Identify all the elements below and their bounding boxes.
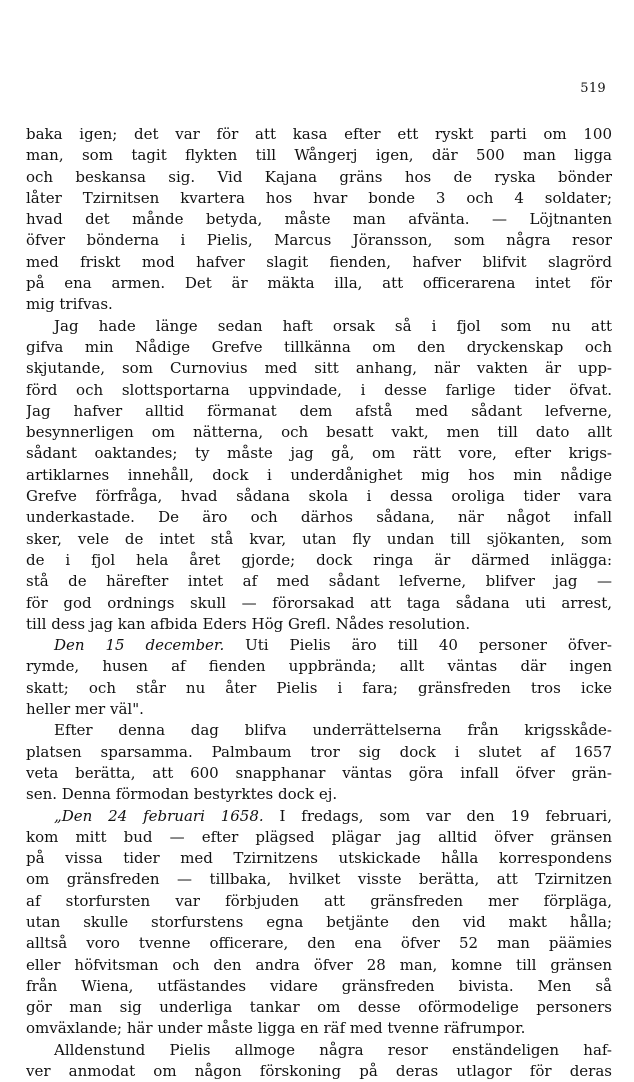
text-line: besynnerligen om nätterna, och besatt vakt, men till dato allt — [26, 423, 612, 442]
text-line: platsen sparsamma. Palmbaum tror sig dock i slutet af 1657 — [26, 742, 612, 761]
text-line: artiklarnes innehåll, dock i underdånighet mig hos min nådige — [26, 465, 612, 484]
text-line: veta berätta, att 600 snapphanar väntas göra infall öfver grän- — [26, 763, 612, 782]
text-line: Grefve förfråga, hvad sådana skola i dessa oroliga tider vara — [26, 487, 612, 506]
text-line: baka igen; det var för att kasa efter ett ryskt parti om 100 — [26, 125, 612, 143]
text-line: Jag hade länge sedan haft orsak så i fjol som nu att — [54, 316, 612, 335]
text-line: skatt; och står nu åter Pielis i fara; gränsfreden tros icke — [26, 678, 612, 697]
text-line: skjutande, som Curnovius med sitt anhang, när vakten är upp- — [26, 359, 612, 378]
text-line: stå de härefter intet af med sådant lefverne, blifver jag — — [26, 572, 612, 591]
text-line — [26, 806, 612, 827]
text-line: till dess jag kan afbida Eders Hög Grefl. Nådes resolution. — [26, 614, 471, 633]
page-number: 519 — [580, 81, 606, 96]
body-text — [26, 124, 612, 1082]
text-line: man, som tagit flykten till Wångerj igen, där 500 man ligga — [26, 146, 612, 165]
text-line: och beskansa sig. Vid Kajana gräns hos de ryska bönder — [26, 167, 612, 186]
italic-date: „Den 24 februari 1658. — [54, 806, 264, 825]
text-line-rest: Uti Pielis äro till 40 personer öfver- — [224, 636, 612, 655]
text-line: mig trifvas. — [26, 295, 113, 314]
text-line — [26, 635, 612, 656]
text-line: hvad det månde betyda, måste man afvänta. — Löjtnanten — [26, 210, 612, 229]
text-line: om gränsfreden — tillbaka, hvilket visste berätta, att Tzirnitzen — [26, 870, 612, 889]
text-line: öfver bönderna i Pielis, Marcus Jöransson, som några resor — [26, 231, 612, 250]
text-line: omväxlande; här under måste ligga en räf med tvenne räfrumpor. — [26, 1019, 526, 1038]
text-line: ver anmodat om någon förskoning på deras utlagor för deras — [26, 1062, 612, 1081]
text-line: på ena armen. Det är mäkta illa, att officerarena intet för — [26, 274, 612, 293]
text-line: från Wiena, utfästandes vidare gränsfreden bivista. Men så — [26, 976, 612, 995]
text-line: låter Tzirnitsen kvartera hos hvar bonde 3 och 4 soldater; — [26, 188, 612, 207]
text-line: sker, vele de intet stå kvar, utan fly undan till sjökanten, som — [26, 529, 612, 548]
text-line: förd och slottsportarna uppvindade, i desse farlige tider öfvat. — [26, 380, 612, 399]
text-line: Alldenstund Pielis allmoge några resor enständeligen haf- — [54, 1040, 612, 1059]
text-line: underkastade. De äro och därhos sådana, när något infall — [26, 508, 612, 527]
text-line: alltså voro tvenne officerare, den ena öfver 52 man päämies — [26, 934, 612, 953]
text-line: utan skulle storfurstens egna betjänte den vid makt hålla; — [26, 912, 612, 931]
text-line: sen. Denna förmodan bestyrktes dock ej. — [26, 785, 338, 804]
italic-date: Den 15 december. — [54, 636, 225, 655]
text-line: de i fjol hela året gjorde; dock ringa är därmed inlägga: — [26, 550, 612, 569]
text-line: Efter denna dag blifva underrättelserna från krigsskåde- — [54, 721, 612, 740]
text-line: eller höfvitsman och den andra öfver 28 man, komne till gränsen — [26, 955, 612, 974]
text-line: gör man sig underliga tankar om desse oförmodelige personers — [26, 998, 612, 1017]
text-line: kom mitt bud — efter plägsed plägar jag alltid öfver gränsen — [26, 827, 612, 846]
text-line: Jag hafver alltid förmanat dem afstå med sådant lefverne, — [26, 401, 612, 420]
text-line: af storfursten var förbjuden att gränsfreden mer förpläga, — [26, 891, 612, 910]
text-line: heller mer väl". — [26, 700, 144, 719]
text-line: med friskt mod hafver slagit fienden, hafver blifvit slagrörd — [26, 252, 612, 271]
text-line-rest: I fredags, som var den 19 februari, — [263, 806, 612, 825]
text-line: sådant oaktandes; ty måste jag gå, om rätt vore, efter krigs- — [26, 444, 612, 463]
text-line: på vissa tider med Tzirnitzens utskickade hålla korrespondens — [26, 849, 612, 868]
text-line: rymde, husen af fienden uppbrända; allt väntas där ingen — [26, 657, 612, 676]
text-line: för god ordnings skull — förorsakad att taga sådana uti arrest, — [26, 593, 612, 612]
text-line: gifva min Nådige Grefve tillkänna om den dryckenskap och — [26, 337, 612, 356]
